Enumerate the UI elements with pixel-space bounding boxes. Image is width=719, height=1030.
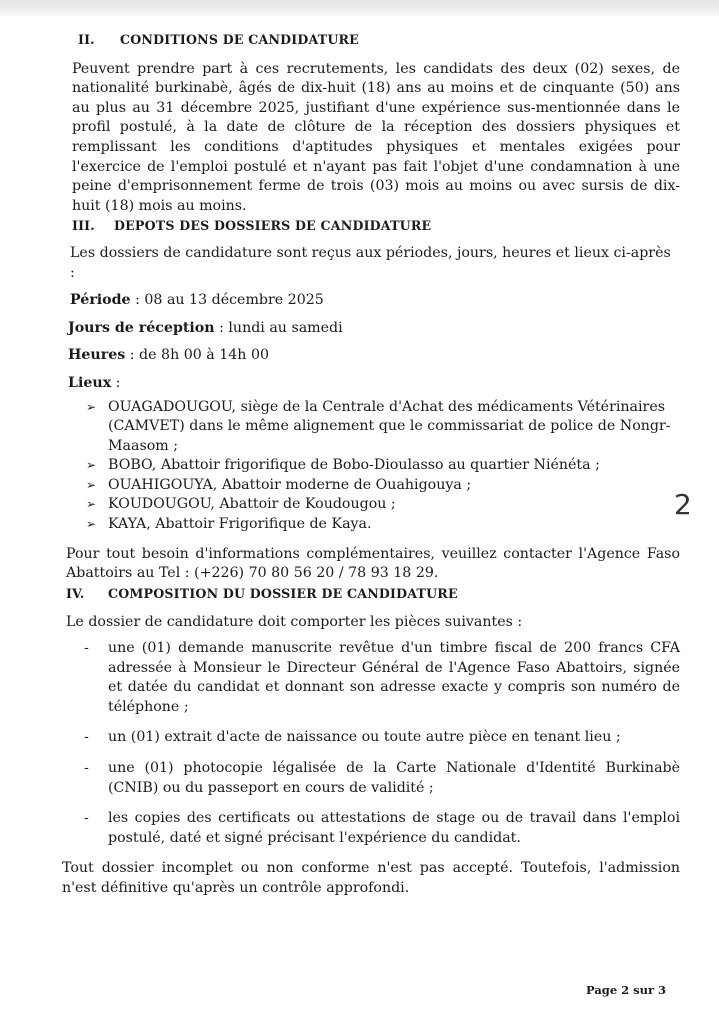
lieux-line <box>68 374 680 394</box>
heures-label: Heures <box>68 347 126 364</box>
section-heading: DEPOTS DES DOSSIERS DE CANDIDATURE <box>114 218 432 234</box>
arrow-bullet-icon: ➢ <box>86 458 97 473</box>
list-item: - les copies des certificats ou attestations de stage ou de travail dans l'emploi postulé, daté et signé précisant l'expérience du candidat. <box>84 809 680 848</box>
depots-intro: Les dossiers de candidature sont reçus aux périodes, jours, heures et lieux ci-après : <box>70 244 671 281</box>
arrow-bullet-icon: ➢ <box>86 517 97 532</box>
arrow-bullet-icon: ➢ <box>86 497 97 512</box>
periode-value: : 08 au 13 décembre 2025 <box>130 292 324 309</box>
heures-line <box>68 346 680 366</box>
list-item: - une (01) demande manuscrite revêtue d'un timbre fiscal de 200 francs CFA adressée à Monsieur le Directeur Général de l'Agence Faso Abattoirs, signée et datée du candidat et donnant son adresse exacte y compris son numéro de téléphone ; <box>84 639 680 717</box>
arrow-bullet-icon: ➢ <box>86 399 97 414</box>
lieux-suffix: : <box>111 374 121 391</box>
dash-bullet-icon: - <box>84 810 89 827</box>
jours-label: Jours de réception <box>68 319 215 336</box>
section-number: IV. <box>66 585 85 601</box>
jours-line <box>68 319 680 339</box>
section-heading: COMPOSITION DU DOSSIER DE CANDIDATURE <box>108 585 458 601</box>
lieux-label: Lieux <box>68 374 112 391</box>
list-item: - une (01) photocopie légalisée de la Carte Nationale d'Identité Burkinabè (CNIB) ou du passeport en cours de validité ; <box>84 759 680 798</box>
periode-line <box>70 291 680 311</box>
pieces-list <box>58 639 680 848</box>
section-heading: CONDITIONS DE CANDIDATURE <box>120 32 359 47</box>
section-title-conditions <box>78 30 680 50</box>
list-item: ➢ KOUDOUGOU, Abattoir de Koudougou ; <box>86 495 680 515</box>
periode-label: Période <box>70 292 131 309</box>
dash-bullet-icon: - <box>84 640 89 657</box>
list-item: - un (01) extrait d'acte de naissance ou toute autre pièce en tenant lieu ; <box>84 728 680 748</box>
closing-paragraph: Tout dossier incomplet ou non conforme n'est pas accepté. Toutefois, l'admission n'est définitive qu'après un contrôle approfondi. <box>62 860 680 896</box>
jours-value: : lundi au samedi <box>214 319 343 336</box>
dash-bullet-icon: - <box>84 729 89 746</box>
list-item: ➢ OUAGADOUGOU, siège de la Centrale d'Achat des médicaments Vétérinaires (CAMVET) dans le même alignement que le commissariat de police de Nongr-Maasom ; <box>86 398 680 457</box>
page-footer: Page 2 sur 3 <box>586 983 667 997</box>
contact-paragraph: Pour tout besoin d'informations complémentaires, veuillez contacter l'Agence Faso Abattoirs au Tel : (+226) 70 80 56 20 / 78 93 18 29. <box>66 545 680 582</box>
list-item: ➢ KAYA, Abattoir Frigorifique de Kaya. <box>86 515 680 535</box>
section-number: II. <box>78 32 95 47</box>
list-item: ➢ BOBO, Abattoir frigorifique de Bobo-Dioulasso au quartier Niénéta ; <box>86 456 680 476</box>
document-page <box>58 30 680 899</box>
list-item: ➢ OUAHIGOUYA, Abattoir moderne de Ouahigouya ; <box>86 476 680 496</box>
composition-intro: Le dossier de candidature doit comporter les pièces suivantes : <box>66 614 523 631</box>
section-number: III. <box>72 218 95 234</box>
side-page-number: 2 <box>674 488 692 521</box>
dash-bullet-icon: - <box>84 760 89 776</box>
heures-value: : de 8h 00 à 14h 00 <box>125 347 269 364</box>
arrow-bullet-icon: ➢ <box>86 477 97 492</box>
section-title-composition <box>66 584 680 604</box>
conditions-paragraph: Peuvent prendre part à ces recrutements, les candidats des deux (02) sexes, de nationalité burkinabè, âgés de dix-huit (18) ans au moins et de cinquante (50) ans au plus au 31 décembre 2025, justifiant d'une expérience sus-mentionnée dans le profil postulé, à la date de clôture de la réception des dossiers physiques et remplissant les conditions d'aptitudes physiques et mentales exigées pour l'exercice de l'emploi postulé et n'ayant pas fait l'objet d'une condamnation à une peine d'emprisonnement ferme de trois (03) mois au moins ou avec sursis de dix-huit (18) mois au moins. <box>72 60 680 214</box>
lieux-list <box>58 398 680 535</box>
scan-top-band <box>0 0 719 16</box>
section-title-depots <box>72 216 680 236</box>
